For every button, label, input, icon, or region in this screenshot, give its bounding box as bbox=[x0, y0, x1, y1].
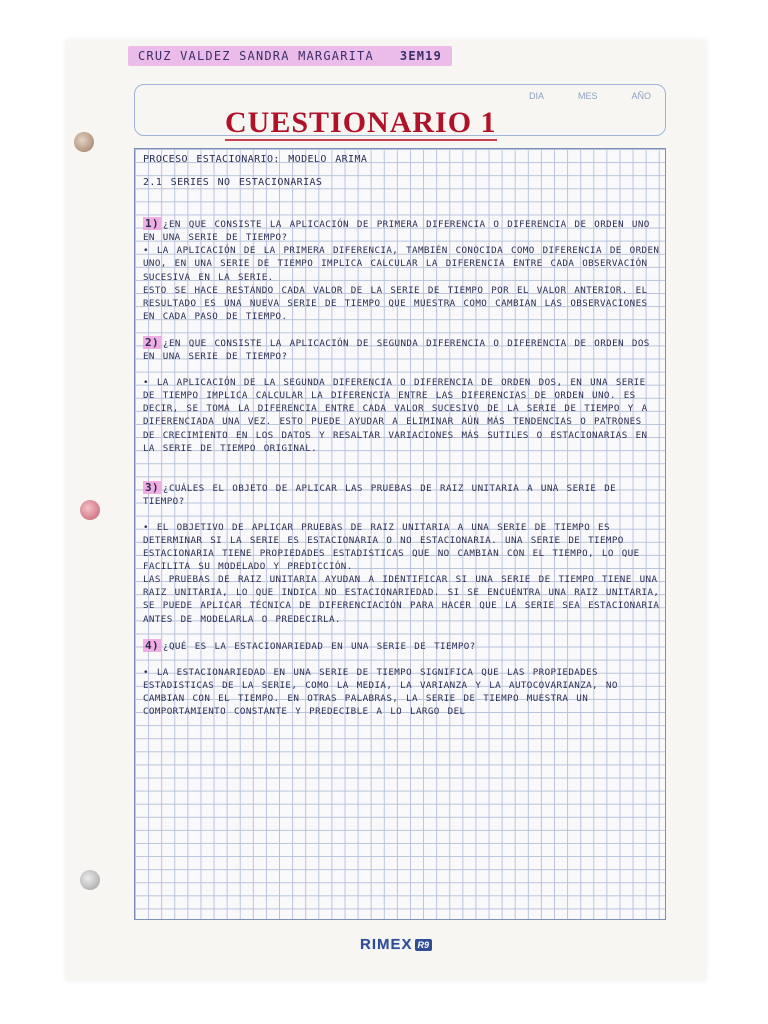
binder-hole bbox=[74, 132, 94, 152]
question-text: ¿EN QUE CONSISTE LA APLICACIÓN DE SEGUNDA DIFERENCIA O DIFERENCIA DE ORDEN DOS EN UNA SERIE DE TIEMPO? bbox=[143, 337, 650, 363]
page-title: CUESTIONARIO 1 bbox=[225, 106, 497, 139]
question-text: ¿QUÉ ES LA ESTACIONARIEDAD EN UNA SERIE DE TIEMPO? bbox=[163, 640, 476, 652]
question-1 bbox=[143, 217, 661, 244]
question-number: 2) bbox=[145, 335, 160, 349]
topic-heading: PROCESO ESTACIONARIO: MODELO ARIMA bbox=[143, 154, 368, 165]
handwritten-notes bbox=[143, 153, 661, 718]
answer-1-paragraph-2: ESTO SE HACE RESTANDO CADA VALOR DE LA SERIE DE TIEMPO POR EL VALOR ANTERIOR. EL RESULTADO ES UNA NUEVA SERIE DE TIEMPO QUE MUESTRA COMO CAMBIAN LAS OBSERVACIONES EN CADA PASO DE TIEMPO. bbox=[143, 284, 648, 322]
answer-1-paragraph-1: • LA APLICACIÓN DE LA PRIMERA DIFERENCIA, TAMBIÉN CONOCIDA COMO DIFERENCIA DE ORDEN UNO, EN UNA SERIE DE TIEMPO IMPLICA CALCULAR LA DIFERENCIA ENTRE CADA OBSERVACIÓN SUCESIVA EN LA SERIE. bbox=[143, 245, 660, 283]
question-text: ¿CUÁLES EL OBJETO DE APLICAR LAS PRUEBAS DE RAIZ UNITARIA A UNA SERIE DE TIEMPO? bbox=[143, 482, 617, 507]
binder-hole bbox=[80, 870, 100, 890]
answer-4: • LA ESTACIONARIEDAD EN UNA SERIE DE TIEMPO SIGNIFICA QUE LAS PROPIEDADES ESTADISTICAS DE LA SERIE, COMO LA MEDIA, LA VARIANZA Y LA AUTOCOVARIANZA, NO CAMBIAN CON EL TIEMPO. EN OTRAS PALABRAS, LA SERIE DE TIEMPO MUESTRA UN COMPORTAMIENTO CONSTANTE Y PREDECIBLE A LO LARGO DEL bbox=[143, 666, 618, 717]
student-group: 3EM19 bbox=[399, 49, 443, 63]
brand-logo-icon: R9 bbox=[415, 939, 433, 951]
section-heading: 2.1 SERIES NO ESTACIONARIAS bbox=[143, 177, 323, 189]
date-label-day: DIA bbox=[528, 91, 544, 101]
question-number: 3) bbox=[145, 480, 160, 494]
student-name: CRUZ VALDEZ SANDRA MARGARITA bbox=[138, 49, 374, 63]
answer-3-paragraph-1: • EL OBJETIVO DE APLICAR PRUEBAS DE RAIZ UNITARIA A UNA SERIE DE TIEMPO ES DETERMINAR SI LA SERIE ES ESTACIONARIA O NO ESTACIONARIA. UNA SERIE DE TIEMPO ESTACIONARIA TIENE PROPIEDADES ESTADISTICAS QUE NO CAMBIAN CON EL TIEMPO, LO QUE FACILITA SU MODELADO Y PREDICCIÓN. bbox=[143, 521, 640, 573]
binder-hole bbox=[80, 500, 100, 520]
question-4 bbox=[143, 639, 661, 653]
student-name-highlight bbox=[128, 46, 452, 66]
brand-name: RIMEX bbox=[360, 936, 413, 953]
grid-paper bbox=[134, 148, 666, 920]
date-label-month: MES bbox=[577, 91, 598, 101]
question-number: 4) bbox=[145, 638, 160, 652]
question-3 bbox=[143, 481, 661, 508]
date-label-year: AÑO bbox=[631, 91, 651, 101]
question-number: 1) bbox=[145, 217, 160, 231]
question-text: ¿EN QUE CONSISTE LA APLICACIÓN DE PRIMERA DIFERENCIA O DIFERENCIA DE ORDEN UNO EN UNA SERIE DE TIEMPO? bbox=[143, 219, 650, 244]
date-labels bbox=[529, 91, 651, 101]
answer-2: • LA APLICACIÓN DE LA SEGUNDA DIFERENCIA O DIFERENCIA DE ORDEN DOS, EN UNA SERIE DE TIEMPO IMPLICA CALCULAR LA DIFERENCIA ENTRE LAS DIFERENCIAS DE ORDEN UNO. ES DECIR, SE TOMA LA DIFERENCIA ENTRE CADA VALOR SUCESIVO DE LA SERIE DE TIEMPO Y A DIFERENCIADA UNA VEZ. ESTO PUEDE AYUDAR A ELIMINAR AÚN MÁS TENDENCIAS O PATRONES DE CRECIMIENTO EN LOS DATOS Y RESALTAR VARIACIONES MÁS SUTILES O ESTACIONARIAS EN LA SERIE DE TIEMPO ORIGINAL. bbox=[143, 377, 648, 454]
answer-3-paragraph-2: LAS PRUEBAS DE RAIZ UNITARIA AYUDAN A IDENTIFICAR SI UNA SERIE DE TIEMPO TIENE UNA RAIZ UNITARIA, LO QUE INDICA NO ESTACIONARIEDAD. SI SE ENCUENTRA UNA RAIZ UNITARIA, SE PUEDE APLICAR TÉCNICA DE DIFERENCIACIÓN PARA HACER QUE LA SERIE SEA ESTACIONARIA ANTES DE MODELARLA O PREDECIRLA. bbox=[143, 574, 660, 625]
question-2 bbox=[143, 336, 661, 363]
notebook-brand bbox=[360, 936, 432, 953]
